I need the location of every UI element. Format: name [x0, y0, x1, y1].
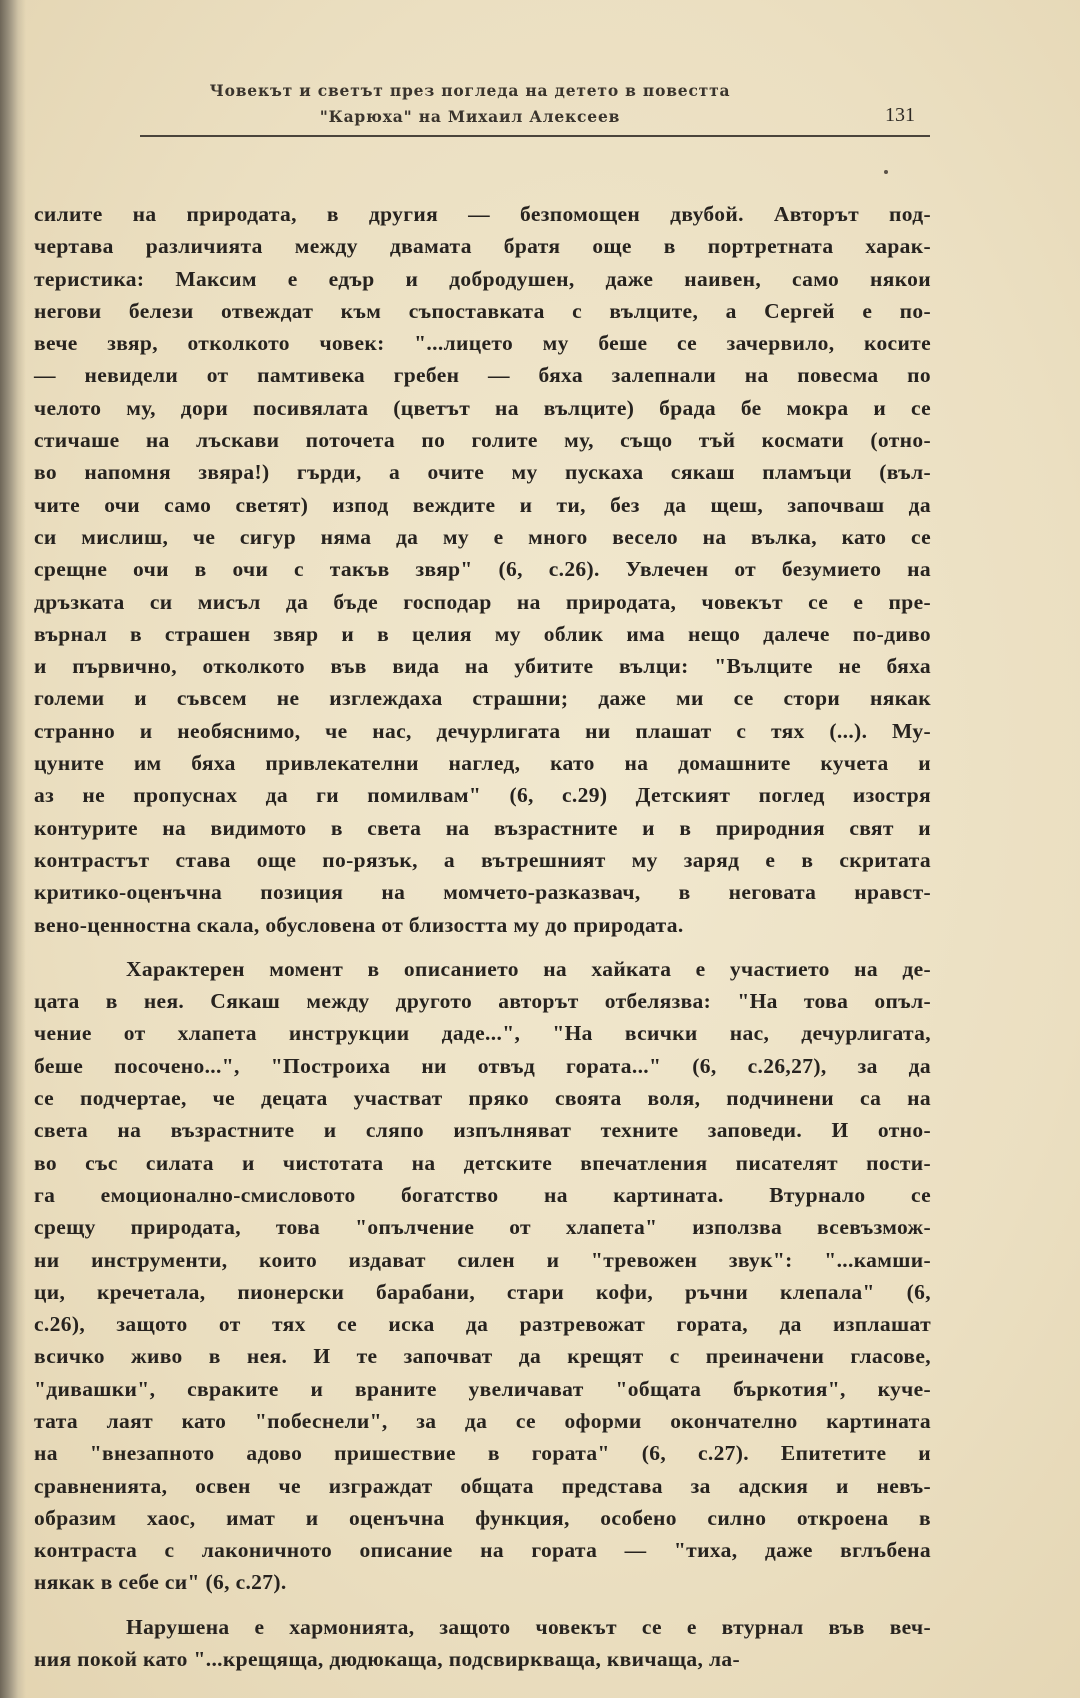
text-line: "дивашки", свраките и враните увеличават "общата бъркотия", куче- — [34, 1376, 931, 1401]
text-line: стичаше на лъскави поточета по голите му, също тъй космати (отно- — [34, 428, 931, 453]
text-line: вече звяр, отколкото човек: "...лицето му беше се зачервило, косите — [34, 331, 931, 356]
text-line: Нарушена е хармонията, защото човекът се е втурнал във веч- — [126, 1614, 931, 1639]
text-line: критико-оценъчна позиция на момчето-разказвач, в неговата нравст- — [34, 880, 931, 905]
text-line: чертава различията между двамата братя още в портретната харак- — [34, 234, 931, 259]
text-line: чите очи само светят) изпод веждите и ти, без да щеш, започваш да — [34, 492, 931, 517]
text-line: цуните им бяха привлекателни наглед, като на домашните кучета и — [34, 751, 931, 776]
text-line: аз не пропуснах да ги помилвам" (6, с.29) Детският поглед изостря — [34, 783, 931, 808]
text-line: негови белези отвеждат към съпоставката с вълците, а Сергей е по- — [34, 298, 931, 323]
text-line: света на възрастните и сляпо изпълняват техните заповеди. И отно- — [34, 1118, 931, 1143]
text-line: си мислиш, че сигур няма да му е много весело на вълка, като се — [34, 524, 931, 549]
text-line: — невидели от памтивека гребен — бяха залепнали на повесма по — [34, 363, 931, 388]
text-line: и първично, отколкото във вида на убитите вълци: "Вълците не бяха — [34, 654, 931, 679]
text-line: върнал в страшен звяр и в целия му облик има нещо далече по-диво — [34, 621, 931, 646]
text-line: някак в себе си" (6, с.27). — [34, 1570, 287, 1595]
book-binding-shadow — [0, 0, 26, 1698]
running-head-line-2: "Карюха" на Михаил Алексеев — [319, 107, 621, 126]
text-line: всичко живо в нея. И те започват да крещят с преиначени гласове, — [34, 1344, 931, 1369]
text-line: сравненията, освен че изграждат общата представа за адския и невъ- — [34, 1473, 931, 1498]
print-speck — [884, 170, 888, 174]
page-number: 131 — [885, 104, 915, 126]
text-line: Характерен момент в описанието на хайката е участието на де- — [126, 956, 931, 981]
text-line: челото му, дори посивялата (цветът на вълците) брада бе мокра и се — [34, 395, 931, 420]
text-line: цата в нея. Сякаш между другото авторът отбелязва: "На това опъл- — [34, 989, 931, 1014]
text-line: га емоционално-смисловото богатство на картината. Втурнало се — [34, 1182, 931, 1207]
text-line: силите на природата, в другия — безпомощен двубой. Авторът под- — [34, 202, 931, 226]
text-line: ци, кречетала, пионерски барабани, стари кофи, ръчни клепала" (6, — [34, 1279, 931, 1304]
text-line: во със силата и чистотата на детските впечатления писателят пости- — [34, 1150, 931, 1175]
text-line: с.26), защото от тях се иска да разтревожат гората, да изплашат — [34, 1312, 931, 1337]
text-line: големи и съвсем не изглеждаха страшни; даже ми се стори някак — [34, 686, 931, 711]
running-head — [150, 78, 790, 130]
text-line: контраста с лаконичното описание на гората — "тиха, даже вглъбена — [34, 1538, 931, 1563]
header-rule — [140, 135, 930, 137]
text-line: ния покой като "...крещяща, дюдюкаща, подсвиркваща, квичаща, ла- — [34, 1647, 741, 1672]
text-line: странно и необяснимо, че нас, дечурлигата ни плашат с тях (...). Му- — [34, 718, 931, 743]
running-head-line-1: Човекът и светът през погледа на детето в повестта — [209, 81, 731, 100]
text-line: беше посочено...", "Построиха ни отвъд гората..." (6, с.26,27), за да — [34, 1053, 931, 1078]
text-line: се подчертае, че децата участват пряко своята воля, подчинени са на — [34, 1086, 931, 1111]
text-line: срещне очи в очи с такъв звяр" (6, с.26). Увлечен от безумието на — [34, 557, 931, 582]
text-line: контурите на видимото в света на възрастните и в природния свят и — [34, 815, 931, 840]
text-line: во напомня звяра!) гърди, а очите му пускаха сякаш пламъци (въл- — [34, 460, 931, 485]
text-line: вено-ценностна скала, обусловена от близостта му до природата. — [34, 912, 684, 937]
body-text — [34, 198, 931, 1675]
text-line: контрастът става още по-рязък, а вътрешният му заряд е в скритата — [34, 847, 931, 872]
text-line: образим хаос, имат и оценъчна функция, особено силно откроена в — [34, 1505, 931, 1530]
text-line: чение от хлапета инструкции даде...", "На всички нас, дечурлигата, — [34, 1021, 931, 1046]
text-line: срещу природата, това "опълчение от хлапета" използва всевъзмож- — [34, 1215, 931, 1240]
text-line: на "внезапното адово пришествие в гората" (6, с.27). Епитетите и — [34, 1441, 931, 1466]
text-line: тата лаят като "побеснели", за да се оформи окончателно картината — [34, 1408, 931, 1433]
text-line: дръзката си мисъл да бъде господар на природата, човекът се е пре- — [34, 589, 931, 614]
text-line: ни инструменти, които издават силен и "тревожен звук": "...камши- — [34, 1247, 931, 1272]
text-line: теристика: Максим е едър и добродушен, даже наивен, само някои — [34, 266, 931, 291]
